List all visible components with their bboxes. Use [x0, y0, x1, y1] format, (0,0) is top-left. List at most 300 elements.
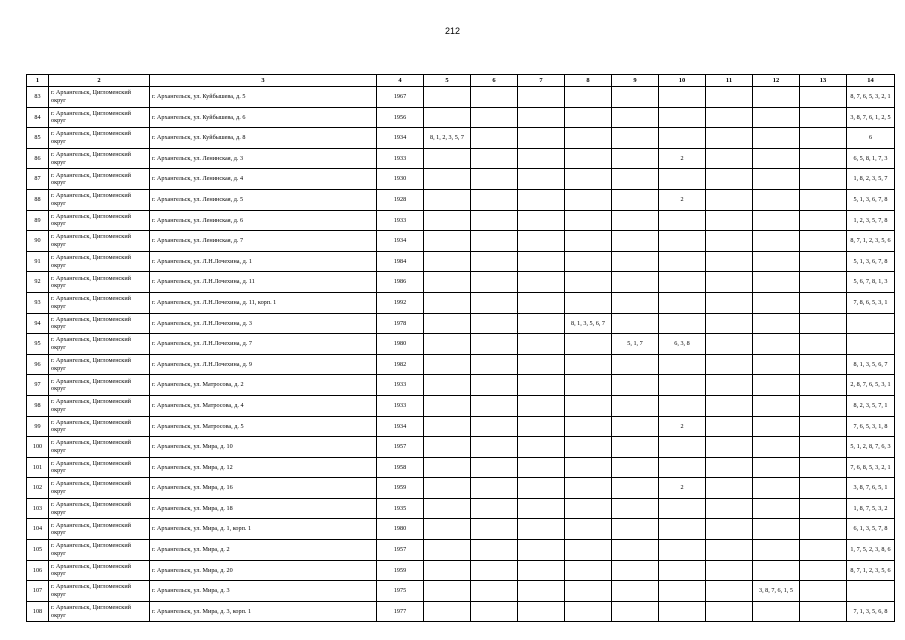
table-cell-col-13: [800, 437, 847, 458]
column-header-14: 14: [847, 75, 895, 87]
table-cell-col-11: [706, 540, 753, 561]
table-cell-col-6: [471, 416, 518, 437]
data-table: [26, 74, 895, 622]
table-cell-col-14: 6, 5, 8, 1, 7, 3: [847, 148, 895, 169]
table-cell-col-6: [471, 107, 518, 128]
table-cell-col-6: [471, 87, 518, 108]
table-cell-col-14: 1, 7, 5, 2, 3, 8, 6: [847, 540, 895, 561]
table-row: [27, 498, 895, 519]
table-cell-col-2: г. Архангельск, Цигломенский округ: [49, 107, 150, 128]
table-cell-col-6: [471, 148, 518, 169]
table-row: [27, 189, 895, 210]
table-cell-col-6: [471, 334, 518, 355]
table-cell-col-6: [471, 169, 518, 190]
table-cell-col-1: 83: [27, 87, 49, 108]
table-cell-col-9: [612, 581, 659, 602]
table-cell-col-2: г. Архангельск, Цигломенский округ: [49, 231, 150, 252]
table-cell-col-8: [565, 478, 612, 499]
table-cell-col-1: 107: [27, 581, 49, 602]
table-cell-col-8: [565, 292, 612, 313]
table-cell-col-9: [612, 437, 659, 458]
table-cell-col-6: [471, 437, 518, 458]
table-cell-col-12: [753, 231, 800, 252]
table-cell-col-11: [706, 128, 753, 149]
table-cell-col-4: 1959: [377, 478, 424, 499]
table-cell-col-13: [800, 519, 847, 540]
table-cell-col-3: г. Архангельск, ул. Л.Н.Лочехина, д. 3: [150, 313, 377, 334]
table-cell-col-5: [424, 354, 471, 375]
table-cell-col-4: 1980: [377, 519, 424, 540]
table-row: [27, 292, 895, 313]
table-cell-col-11: [706, 354, 753, 375]
table-cell-col-8: [565, 210, 612, 231]
table-cell-col-12: [753, 128, 800, 149]
table-cell-col-13: [800, 601, 847, 622]
table-cell-col-11: [706, 189, 753, 210]
table-cell-col-8: [565, 560, 612, 581]
table-cell-col-3: г. Архангельск, ул. Ленинская, д. 7: [150, 231, 377, 252]
column-header-12: 12: [753, 75, 800, 87]
table-cell-col-8: [565, 395, 612, 416]
table-row: [27, 334, 895, 355]
table-cell-col-10: [659, 169, 706, 190]
table-cell-col-3: г. Архангельск, ул. Мира, д. 1, корп. 1: [150, 519, 377, 540]
table-cell-col-13: [800, 107, 847, 128]
table-cell-col-8: [565, 272, 612, 293]
table-cell-col-3: г. Архангельск, ул. Мира, д. 10: [150, 437, 377, 458]
table-row: [27, 107, 895, 128]
table-cell-col-11: [706, 437, 753, 458]
table-cell-col-8: [565, 457, 612, 478]
table-cell-col-13: [800, 87, 847, 108]
table-cell-col-2: г. Архангельск, Цигломенский округ: [49, 395, 150, 416]
table-cell-col-10: 2: [659, 148, 706, 169]
table-cell-col-12: 3, 8, 7, 6, 1, 5: [753, 581, 800, 602]
table-row: [27, 601, 895, 622]
table-cell-col-14: 5, 1, 3, 6, 7, 8: [847, 189, 895, 210]
table-cell-col-10: [659, 87, 706, 108]
table-cell-col-10: 2: [659, 478, 706, 499]
table-cell-col-10: [659, 581, 706, 602]
table-cell-col-13: [800, 540, 847, 561]
table-cell-col-6: [471, 395, 518, 416]
column-header-13: 13: [800, 75, 847, 87]
table-cell-col-5: [424, 334, 471, 355]
table-cell-col-3: г. Архангельск, ул. Ленинская, д. 4: [150, 169, 377, 190]
table-cell-col-8: [565, 519, 612, 540]
table-cell-col-6: [471, 478, 518, 499]
table-cell-col-2: г. Архангельск, Цигломенский округ: [49, 313, 150, 334]
table-cell-col-14: 3, 8, 7, 6, 5, 1: [847, 478, 895, 499]
page-number: 212: [444, 26, 461, 36]
table-cell-col-5: [424, 416, 471, 437]
table-cell-col-13: [800, 395, 847, 416]
table-row: [27, 128, 895, 149]
table-cell-col-8: [565, 128, 612, 149]
table-cell-col-1: 88: [27, 189, 49, 210]
table-cell-col-4: 1934: [377, 128, 424, 149]
table-cell-col-1: 98: [27, 395, 49, 416]
table-cell-col-5: [424, 437, 471, 458]
table-cell-col-14: 7, 1, 3, 5, 6, 8: [847, 601, 895, 622]
table-cell-col-1: 84: [27, 107, 49, 128]
table-cell-col-10: [659, 601, 706, 622]
table-cell-col-14: 7, 6, 8, 5, 3, 2, 1: [847, 457, 895, 478]
table-cell-col-6: [471, 272, 518, 293]
table-cell-col-5: [424, 375, 471, 396]
table-cell-col-1: 92: [27, 272, 49, 293]
table-cell-col-5: [424, 148, 471, 169]
column-header-2: 2: [49, 75, 150, 87]
table-cell-col-5: [424, 560, 471, 581]
table-cell-col-6: [471, 313, 518, 334]
table-cell-col-13: [800, 560, 847, 581]
table-cell-col-13: [800, 128, 847, 149]
table-row: [27, 169, 895, 190]
table-cell-col-8: [565, 251, 612, 272]
table-cell-col-8: [565, 107, 612, 128]
table-cell-col-5: 8, 1, 2, 3, 5, 7: [424, 128, 471, 149]
table-cell-col-3: г. Архангельск, ул. Матросова, д. 2: [150, 375, 377, 396]
table-cell-col-7: [518, 210, 565, 231]
table-cell-col-10: [659, 395, 706, 416]
table-cell-col-4: 1978: [377, 313, 424, 334]
table-cell-col-8: [565, 87, 612, 108]
table-cell-col-14: [847, 313, 895, 334]
table-row: [27, 148, 895, 169]
table-cell-col-13: [800, 169, 847, 190]
table-cell-col-12: [753, 437, 800, 458]
table-cell-col-5: [424, 519, 471, 540]
table-cell-col-13: [800, 498, 847, 519]
table-cell-col-12: [753, 313, 800, 334]
table-row: [27, 581, 895, 602]
table-cell-col-8: [565, 189, 612, 210]
table-cell-col-9: [612, 457, 659, 478]
table-cell-col-2: г. Архангельск, Цигломенский округ: [49, 519, 150, 540]
table-cell-col-12: [753, 210, 800, 231]
table-cell-col-1: 90: [27, 231, 49, 252]
table-cell-col-12: [753, 87, 800, 108]
table-cell-col-8: [565, 169, 612, 190]
table-cell-col-14: 2, 8, 7, 6, 5, 3, 1: [847, 375, 895, 396]
table-cell-col-2: г. Архангельск, Цигломенский округ: [49, 87, 150, 108]
table-cell-col-11: [706, 272, 753, 293]
table-cell-col-6: [471, 581, 518, 602]
column-header-5: 5: [424, 75, 471, 87]
table-cell-col-9: [612, 560, 659, 581]
table-cell-col-9: [612, 375, 659, 396]
table-cell-col-7: [518, 231, 565, 252]
table-cell-col-3: г. Архангельск, ул. Л.Н.Лочехина, д. 11: [150, 272, 377, 293]
table-cell-col-11: [706, 210, 753, 231]
table-cell-col-5: [424, 272, 471, 293]
table-cell-col-9: [612, 169, 659, 190]
table-cell-col-9: [612, 87, 659, 108]
table-cell-col-3: г. Архангельск, ул. Матросова, д. 4: [150, 395, 377, 416]
table-cell-col-4: 1986: [377, 272, 424, 293]
column-header-6: 6: [471, 75, 518, 87]
table-cell-col-7: [518, 272, 565, 293]
table-cell-col-4: 1933: [377, 210, 424, 231]
table-cell-col-12: [753, 251, 800, 272]
table-cell-col-11: [706, 334, 753, 355]
table-cell-col-12: [753, 498, 800, 519]
table-cell-col-4: 1933: [377, 148, 424, 169]
table-cell-col-12: [753, 334, 800, 355]
table-cell-col-1: 96: [27, 354, 49, 375]
table-cell-col-13: [800, 272, 847, 293]
table-cell-col-9: [612, 148, 659, 169]
table-cell-col-4: 1934: [377, 416, 424, 437]
table-cell-col-14: 6, 1, 3, 5, 7, 8: [847, 519, 895, 540]
table-cell-col-10: [659, 519, 706, 540]
table-cell-col-3: г. Архангельск, ул. Мира, д. 12: [150, 457, 377, 478]
table-cell-col-7: [518, 251, 565, 272]
table-cell-col-5: [424, 107, 471, 128]
table-cell-col-1: 95: [27, 334, 49, 355]
table-cell-col-12: [753, 478, 800, 499]
table-cell-col-10: [659, 292, 706, 313]
table-cell-col-10: [659, 231, 706, 252]
table-cell-col-4: 1928: [377, 189, 424, 210]
table-cell-col-6: [471, 540, 518, 561]
table-cell-col-2: г. Архангельск, Цигломенский округ: [49, 272, 150, 293]
table-cell-col-5: [424, 395, 471, 416]
table-cell-col-5: [424, 457, 471, 478]
table-cell-col-10: [659, 313, 706, 334]
table-cell-col-11: [706, 148, 753, 169]
table-cell-col-2: г. Архангельск, Цигломенский округ: [49, 354, 150, 375]
table-cell-col-6: [471, 210, 518, 231]
table-cell-col-10: [659, 375, 706, 396]
table-cell-col-5: [424, 478, 471, 499]
column-header-9: 9: [612, 75, 659, 87]
table-cell-col-6: [471, 189, 518, 210]
table-cell-col-11: [706, 498, 753, 519]
table-cell-col-12: [753, 375, 800, 396]
table-cell-col-8: [565, 498, 612, 519]
table-cell-col-14: 8, 1, 3, 5, 6, 7: [847, 354, 895, 375]
table-row: [27, 272, 895, 293]
table-cell-col-11: [706, 457, 753, 478]
table-cell-col-14: 1, 8, 7, 5, 3, 2: [847, 498, 895, 519]
table-row: [27, 540, 895, 561]
table-cell-col-14: 5, 1, 3, 6, 7, 8: [847, 251, 895, 272]
table-cell-col-13: [800, 457, 847, 478]
table-cell-col-5: [424, 601, 471, 622]
table-cell-col-11: [706, 416, 753, 437]
table-cell-col-9: [612, 395, 659, 416]
table-cell-col-3: г. Архангельск, ул. Л.Н.Лочехина, д. 9: [150, 354, 377, 375]
table-cell-col-7: [518, 292, 565, 313]
table-cell-col-7: [518, 560, 565, 581]
table-cell-col-5: [424, 540, 471, 561]
table-cell-col-14: 8, 7, 6, 5, 3, 2, 1: [847, 87, 895, 108]
table-cell-col-2: г. Архангельск, Цигломенский округ: [49, 457, 150, 478]
table-cell-col-3: г. Архангельск, ул. Мира, д. 3: [150, 581, 377, 602]
table-cell-col-6: [471, 601, 518, 622]
table-cell-col-11: [706, 231, 753, 252]
table-row: [27, 478, 895, 499]
column-header-10: 10: [659, 75, 706, 87]
table-cell-col-10: [659, 457, 706, 478]
table-cell-col-11: [706, 581, 753, 602]
table-cell-col-2: г. Архангельск, Цигломенский округ: [49, 210, 150, 231]
table-cell-col-6: [471, 292, 518, 313]
table-cell-col-3: г. Архангельск, ул. Мира, д. 18: [150, 498, 377, 519]
table-cell-col-14: 7, 8, 6, 5, 3, 1: [847, 292, 895, 313]
table-cell-col-13: [800, 581, 847, 602]
table-cell-col-2: г. Архангельск, Цигломенский округ: [49, 292, 150, 313]
table-cell-col-7: [518, 437, 565, 458]
table-cell-col-9: [612, 292, 659, 313]
table-cell-col-13: [800, 416, 847, 437]
table-cell-col-7: [518, 457, 565, 478]
table-cell-col-5: [424, 210, 471, 231]
table-cell-col-7: [518, 581, 565, 602]
table-body: [27, 87, 895, 622]
table-cell-col-1: 89: [27, 210, 49, 231]
column-header-4: 4: [377, 75, 424, 87]
table-cell-col-2: г. Архангельск, Цигломенский округ: [49, 189, 150, 210]
table-cell-col-14: [847, 581, 895, 602]
table-cell-col-7: [518, 395, 565, 416]
table-cell-col-7: [518, 148, 565, 169]
table-cell-col-8: [565, 231, 612, 252]
table-cell-col-4: 1975: [377, 581, 424, 602]
table-cell-col-2: г. Архангельск, Цигломенский округ: [49, 416, 150, 437]
table-cell-col-5: [424, 498, 471, 519]
table-cell-col-1: 85: [27, 128, 49, 149]
table-cell-col-3: г. Архангельск, ул. Мира, д. 20: [150, 560, 377, 581]
table-cell-col-10: [659, 107, 706, 128]
table-cell-col-9: 5, 1, 7: [612, 334, 659, 355]
table-cell-col-7: [518, 334, 565, 355]
table-cell-col-12: [753, 540, 800, 561]
table-cell-col-1: 86: [27, 148, 49, 169]
table-cell-col-5: [424, 581, 471, 602]
table-cell-col-10: [659, 498, 706, 519]
table-cell-col-2: г. Архангельск, Цигломенский округ: [49, 169, 150, 190]
table-cell-col-11: [706, 169, 753, 190]
table-cell-col-6: [471, 354, 518, 375]
column-header-1: 1: [27, 75, 49, 87]
table-cell-col-4: 1933: [377, 395, 424, 416]
table-cell-col-14: 8, 7, 1, 2, 3, 5, 6: [847, 231, 895, 252]
table-cell-col-9: [612, 128, 659, 149]
table-cell-col-10: [659, 354, 706, 375]
table-cell-col-4: 1980: [377, 334, 424, 355]
table-row: [27, 437, 895, 458]
table-cell-col-12: [753, 416, 800, 437]
table-cell-col-11: [706, 375, 753, 396]
table-cell-col-7: [518, 107, 565, 128]
table-row: [27, 519, 895, 540]
table-cell-col-12: [753, 292, 800, 313]
table-cell-col-13: [800, 189, 847, 210]
table-cell-col-9: [612, 210, 659, 231]
table-cell-col-5: [424, 169, 471, 190]
table-cell-col-1: 106: [27, 560, 49, 581]
table-row: [27, 560, 895, 581]
table-cell-col-10: [659, 540, 706, 561]
table-cell-col-11: [706, 292, 753, 313]
table-cell-col-3: г. Архангельск, ул. Мира, д. 2: [150, 540, 377, 561]
table-cell-col-4: 1959: [377, 560, 424, 581]
table-cell-col-9: [612, 540, 659, 561]
table-cell-col-2: г. Архангельск, Цигломенский округ: [49, 601, 150, 622]
table-cell-col-14: 8, 2, 3, 5, 7, 1: [847, 395, 895, 416]
table-cell-col-14: 6: [847, 128, 895, 149]
table-cell-col-5: [424, 231, 471, 252]
table-cell-col-2: г. Архангельск, Цигломенский округ: [49, 334, 150, 355]
table-cell-col-12: [753, 601, 800, 622]
table-cell-col-2: г. Архангельск, Цигломенский округ: [49, 498, 150, 519]
table-cell-col-9: [612, 354, 659, 375]
table-cell-col-12: [753, 395, 800, 416]
table-cell-col-4: 1958: [377, 457, 424, 478]
table-cell-col-4: 1956: [377, 107, 424, 128]
table-cell-col-2: г. Архангельск, Цигломенский округ: [49, 375, 150, 396]
table-cell-col-10: [659, 272, 706, 293]
table-cell-col-8: [565, 148, 612, 169]
table-cell-col-1: 105: [27, 540, 49, 561]
table-cell-col-2: г. Архангельск, Цигломенский округ: [49, 478, 150, 499]
table-cell-col-11: [706, 478, 753, 499]
table-cell-col-13: [800, 313, 847, 334]
table-cell-col-1: 103: [27, 498, 49, 519]
table-cell-col-12: [753, 457, 800, 478]
table-cell-col-5: [424, 313, 471, 334]
table-cell-col-2: г. Архангельск, Цигломенский округ: [49, 581, 150, 602]
table-cell-col-7: [518, 478, 565, 499]
table-row: [27, 416, 895, 437]
table-cell-col-11: [706, 107, 753, 128]
table-cell-col-3: г. Архангельск, ул. Л.Н.Лочехина, д. 1: [150, 251, 377, 272]
table-cell-col-4: 1967: [377, 87, 424, 108]
table-cell-col-8: [565, 375, 612, 396]
table-cell-col-1: 102: [27, 478, 49, 499]
table-cell-col-12: [753, 354, 800, 375]
table-cell-col-9: [612, 519, 659, 540]
table-cell-col-12: [753, 148, 800, 169]
table-cell-col-8: 8, 1, 3, 5, 6, 7: [565, 313, 612, 334]
table-cell-col-7: [518, 601, 565, 622]
table-cell-col-10: [659, 128, 706, 149]
table-cell-col-4: 1984: [377, 251, 424, 272]
table-cell-col-4: 1934: [377, 231, 424, 252]
table-cell-col-10: [659, 560, 706, 581]
table-cell-col-7: [518, 375, 565, 396]
table-cell-col-9: [612, 416, 659, 437]
table-cell-col-13: [800, 231, 847, 252]
table-cell-col-11: [706, 87, 753, 108]
table-cell-col-11: [706, 251, 753, 272]
table-cell-col-3: г. Архангельск, ул. Ленинская, д. 6: [150, 210, 377, 231]
table-cell-col-2: г. Архангельск, Цигломенский округ: [49, 148, 150, 169]
table-cell-col-7: [518, 540, 565, 561]
table-cell-col-1: 93: [27, 292, 49, 313]
table-cell-col-3: г. Архангельск, ул. Куйбышева, д. 6: [150, 107, 377, 128]
table-cell-col-6: [471, 519, 518, 540]
table-cell-col-7: [518, 128, 565, 149]
table-cell-col-6: [471, 498, 518, 519]
table-cell-col-11: [706, 395, 753, 416]
table-header: [27, 75, 895, 87]
table-cell-col-9: [612, 498, 659, 519]
table-cell-col-10: [659, 251, 706, 272]
